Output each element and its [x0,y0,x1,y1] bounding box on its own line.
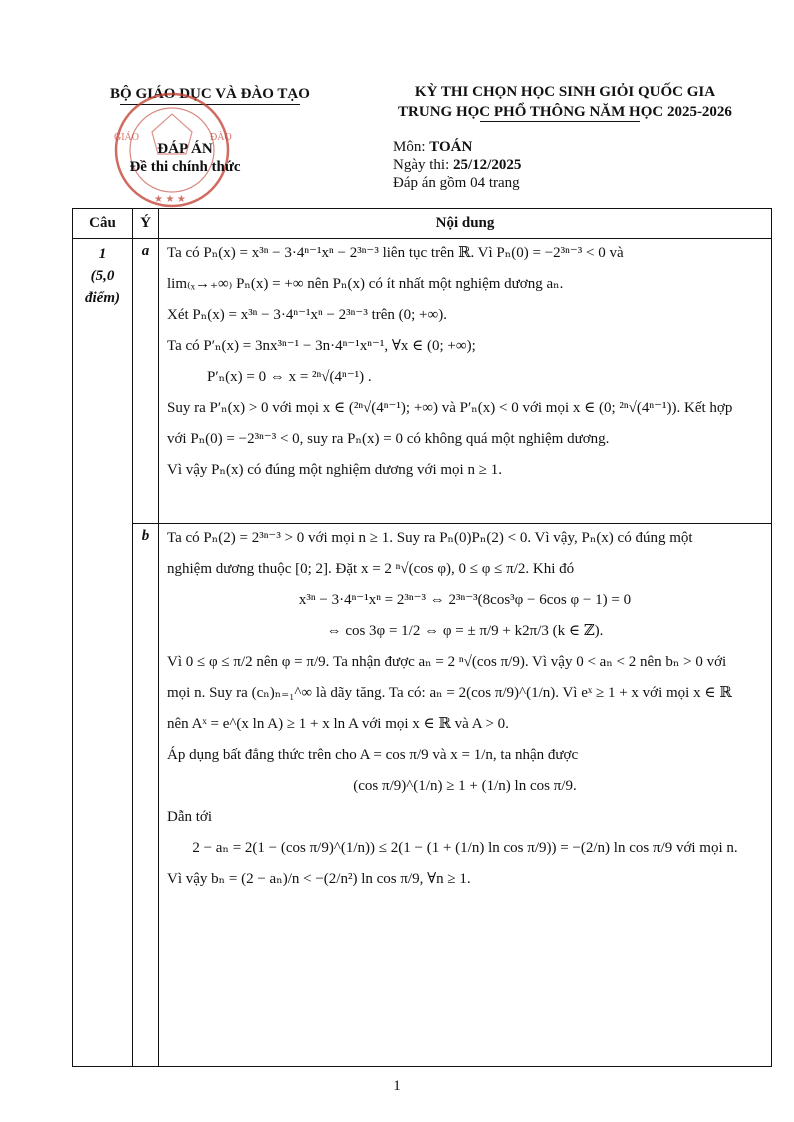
part-a-line: Xét Pₙ(x) = x³ⁿ − 3·4ⁿ⁻¹xⁿ − 2³ⁿ⁻³ trên (0; +∞). [167,307,447,323]
question-cell [73,239,133,1067]
subject: TOÁN [429,139,473,155]
page-count: Đáp án gồm 04 trang [393,175,520,191]
part-b-line: (cos π/9)^(1/n) ≥ 1 + (1/n) ln cos π/9. [353,778,577,794]
part-a-label: a [133,239,159,524]
svg-text:ĐÀO: ĐÀO [210,132,232,143]
exam-underline [480,121,640,122]
question-number: 1 [98,246,107,262]
part-a-line: Vì vậy Pₙ(x) có đúng một nghiệm dương với mọi n ≥ 1. [167,462,502,478]
doc-subtitle: Đề thi chính thức [129,159,241,175]
part-a-line: P′ₙ(x) = 0 ⇔ x = ²ⁿ√(4ⁿ⁻¹) . [207,369,372,385]
part-a-line: Suy ra P′ₙ(x) > 0 với mọi x ∈ (²ⁿ√(4ⁿ⁻¹); +∞) và P′ₙ(x) < 0 với mọi x ∈ (0; ²ⁿ√(4ⁿ⁻¹)). Kết hợp [167,400,733,416]
part-a-line: với Pₙ(0) = −2³ⁿ⁻³ < 0, suy ra Pₙ(x) = 0 có không quá một nghiệm dương. [167,431,610,447]
col-header-y: Ý [133,209,159,239]
exam-info [393,138,521,192]
part-b-line: nghiệm dương thuộc [0; 2]. Đặt x = 2 ⁿ√(cos φ), 0 ≤ φ ≤ π/2. Khi đó [167,561,575,577]
answer-key-label [110,140,260,176]
part-b-label: b [133,524,159,1067]
table-row-part-b [73,524,772,1067]
date-line: Ngày thi: 25/12/2025 [393,157,522,173]
exam-date: 25/12/2025 [453,157,522,173]
part-b-content [159,524,772,1067]
svg-text:GIÁO: GIÁO [114,132,139,143]
svg-text:★ ★ ★: ★ ★ ★ [154,194,186,205]
part-b-line: Ta có Pₙ(2) = 2³ⁿ⁻³ > 0 với mọi n ≥ 1. Suy ra Pₙ(0)Pₙ(2) < 0. Vì vậy, Pₙ(x) có đúng một [167,530,693,546]
question-points: (5,0 điểm) [85,268,120,306]
part-a-line: Ta có Pₙ(x) = x³ⁿ − 3·4ⁿ⁻¹xⁿ − 2³ⁿ⁻³ liên tục trên ℝ. Vì Pₙ(0) = −2³ⁿ⁻³ < 0 và [167,245,624,261]
part-a-line: Ta có P′ₙ(x) = 3nx³ⁿ⁻¹ − 3n·4ⁿ⁻¹xⁿ⁻¹, ∀x ∈ (0; +∞); [167,338,476,354]
table-header-row [73,209,772,239]
part-a-content [159,239,772,524]
part-b-line: Vì vậy bₙ = (2 − aₙ)/n < −(2/n²) ln cos π/9, ∀n ≥ 1. [167,871,471,887]
page-number: 1 [393,1078,401,1094]
answer-table [72,208,772,1067]
exam-header [345,82,785,122]
part-b-line: nên Aˣ = e^(x ln A) ≥ 1 + x ln A với mọi x ∈ ℝ và A > 0. [167,716,509,732]
part-b-line: 2 − aₙ = 2(1 − (cos π/9)^(1/n)) ≤ 2(1 − (1 + (1/n) ln cos π/9)) = −(2/n) ln cos π/9 với mọi n. [192,840,738,856]
subject-line: Môn: TOÁN [393,139,473,155]
exam-title-line2: TRUNG HỌC PHỔ THÔNG NĂM HỌC 2025-2026 [398,104,732,120]
part-a-line: lim₍ₓ→₊∞₎ Pₙ(x) = +∞ nên Pₙ(x) có ít nhất một nghiệm dương aₙ. [167,276,564,292]
part-b-line: Vì 0 ≤ φ ≤ π/2 nên φ = π/9. Ta nhận được aₙ = 2 ⁿ√(cos π/9). Vì vậy 0 < aₙ < 2 nên bₙ > 0 với [167,654,727,670]
part-b-line: ⇔ cos 3φ = 1/2 ⇔ φ = ± π/9 + k2π/3 (k ∈ ℤ). [326,623,604,639]
exam-title-line1: KỲ THI CHỌN HỌC SINH GIỎI QUỐC GIA [414,84,716,100]
table-row-part-a [73,239,772,524]
ministry-name: BỘ GIÁO DỤC VÀ ĐÀO TẠO [110,86,310,102]
part-b-line: Dẫn tới [167,809,213,825]
part-b-line: mọi n. Suy ra (cₙ)ₙ₌₁^∞ là dãy tăng. Ta có: aₙ = 2(cos π/9)^(1/n). Vì eˣ ≥ 1 + x với mọi x ∈ ℝ [167,685,732,701]
doc-type: ĐÁP ÁN [157,141,213,157]
col-header-cau: Câu [73,209,133,239]
part-b-line: Áp dụng bất đẳng thức trên cho A = cos π/9 và x = 1/n, ta nhận được [167,747,579,763]
col-header-noidung: Nội dung [159,209,772,239]
part-b-line: x³ⁿ − 3·4ⁿ⁻¹xⁿ = 2³ⁿ⁻³ ⇔ 2³ⁿ⁻³(8cos³φ − 6cos φ − 1) = 0 [298,592,632,608]
